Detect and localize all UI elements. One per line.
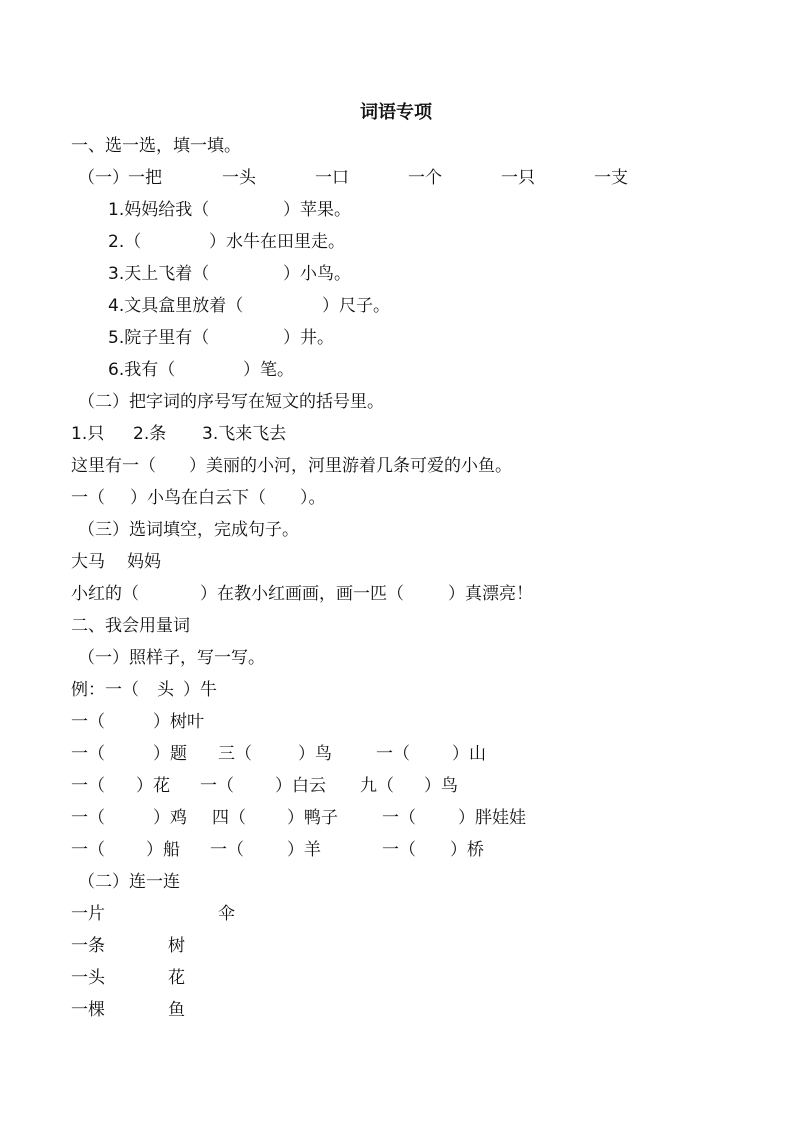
measure-row-3a3: 九（ bbox=[360, 776, 394, 796]
match-right-item: 树 bbox=[168, 936, 185, 956]
match-left-item: 一棵 bbox=[71, 1000, 105, 1020]
match-right-item: 花 bbox=[168, 968, 185, 988]
match-left-item: 一头 bbox=[71, 968, 105, 988]
word-option: 一口 bbox=[315, 168, 349, 188]
measure-row-4a3: 一（ bbox=[382, 808, 416, 828]
passage-line-2c: ）。 bbox=[300, 488, 326, 508]
question-5-pre: 5.院子里有（ bbox=[108, 328, 210, 348]
match-right-item: 鱼 bbox=[168, 1000, 185, 1020]
measure-row-4a2: 四（ bbox=[212, 808, 246, 828]
section2-heading: 二、我会用量词 bbox=[71, 616, 190, 636]
measure-row-2a1: 一（ bbox=[71, 744, 105, 764]
measure-row-2a3: 一（ bbox=[376, 744, 410, 764]
passage-line-2a: 一（ bbox=[71, 488, 105, 508]
match-right-item: 伞 bbox=[218, 904, 235, 924]
match-left-item: 一条 bbox=[71, 936, 105, 956]
question-6-post: ）笔。 bbox=[243, 360, 294, 380]
measure-row-3a1: 一（ bbox=[71, 776, 105, 796]
question-2-post: ）水牛在田里走。 bbox=[209, 232, 345, 252]
question-4-post: ）尺子。 bbox=[322, 296, 390, 316]
measure-row-5b3: ）桥 bbox=[450, 840, 484, 860]
word-option: 一支 bbox=[594, 168, 628, 188]
example-c: ）牛 bbox=[183, 680, 217, 700]
measure-row-1a: 一（ bbox=[71, 712, 105, 732]
question-6-pre: 6.我有（ bbox=[108, 360, 176, 380]
measure-row-4a1: 一（ bbox=[71, 808, 105, 828]
measure-row-3b3: ）鸟 bbox=[424, 776, 458, 796]
measure-row-5a1: 一（ bbox=[71, 840, 105, 860]
measure-row-5b1: ）船 bbox=[146, 840, 180, 860]
passage-line-1a: 这里有一（ bbox=[71, 456, 156, 476]
example-a: 例：一（ bbox=[71, 680, 139, 700]
option-1: 1.只 bbox=[71, 424, 105, 444]
measure-row-5a2: 一（ bbox=[210, 840, 244, 860]
option-3: 3.飞来飞去 bbox=[202, 424, 287, 444]
word-option: 一把 bbox=[128, 168, 162, 188]
question-4-pre: 4.文具盒里放着（ bbox=[108, 296, 244, 316]
word-option: 一只 bbox=[501, 168, 535, 188]
part3-heading: （三）选词填空，完成句子。 bbox=[78, 520, 299, 540]
measure-row-5a3: 一（ bbox=[382, 840, 416, 860]
question-1-post: ）苹果。 bbox=[283, 200, 351, 220]
measure-row-2b2: ）鸟 bbox=[298, 744, 332, 764]
question-3-pre: 3.天上飞着（ bbox=[108, 264, 210, 284]
example-b: 头 bbox=[157, 680, 174, 700]
word-option: 一头 bbox=[222, 168, 256, 188]
passage-line-2b: ）小鸟在白云下（ bbox=[130, 488, 266, 508]
measure-row-4b3: ）胖娃娃 bbox=[458, 808, 526, 828]
option-2: 2.条 bbox=[133, 424, 167, 444]
measure-row-1b: ）树叶 bbox=[153, 712, 204, 732]
word-choice: 大马 bbox=[71, 552, 105, 572]
sentence-b: ）在教小红画画，画一匹（ bbox=[200, 584, 404, 604]
sentence-c: ）真漂亮！ bbox=[448, 584, 533, 604]
section2-part1-heading: （一）照样子，写一写。 bbox=[78, 648, 265, 668]
measure-row-3b1: ）花 bbox=[136, 776, 170, 796]
part1-label: （一） bbox=[78, 168, 129, 188]
section1-heading: 一、选一选，填一填。 bbox=[71, 136, 241, 156]
page-title: 词语专项 bbox=[360, 102, 432, 123]
part2-heading: （二）把字词的序号写在短文的括号里。 bbox=[78, 392, 384, 412]
question-5-post: ）井。 bbox=[283, 328, 334, 348]
question-3-post: ）小鸟。 bbox=[283, 264, 351, 284]
measure-row-3b2: ）白云 bbox=[275, 776, 326, 796]
measure-row-2b3: ）山 bbox=[452, 744, 486, 764]
sentence-a: 小红的（ bbox=[71, 584, 139, 604]
section2-part2-heading: （二）连一连 bbox=[78, 872, 180, 892]
word-option: 一个 bbox=[408, 168, 442, 188]
passage-line-1b: ）美丽的小河，河里游着几条可爱的小鱼。 bbox=[189, 456, 512, 476]
measure-row-4b2: ）鸭子 bbox=[287, 808, 338, 828]
word-choice: 妈妈 bbox=[127, 552, 161, 572]
measure-row-2b1: ）题 bbox=[153, 744, 187, 764]
measure-row-2a2: 三（ bbox=[218, 744, 252, 764]
question-2-pre: 2.（ bbox=[108, 232, 142, 252]
match-left-item: 一片 bbox=[71, 904, 105, 924]
measure-row-5b2: ）羊 bbox=[287, 840, 321, 860]
question-1-pre: 1.妈妈给我（ bbox=[108, 200, 210, 220]
measure-row-4b1: ）鸡 bbox=[153, 808, 187, 828]
measure-row-3a2: 一（ bbox=[200, 776, 234, 796]
